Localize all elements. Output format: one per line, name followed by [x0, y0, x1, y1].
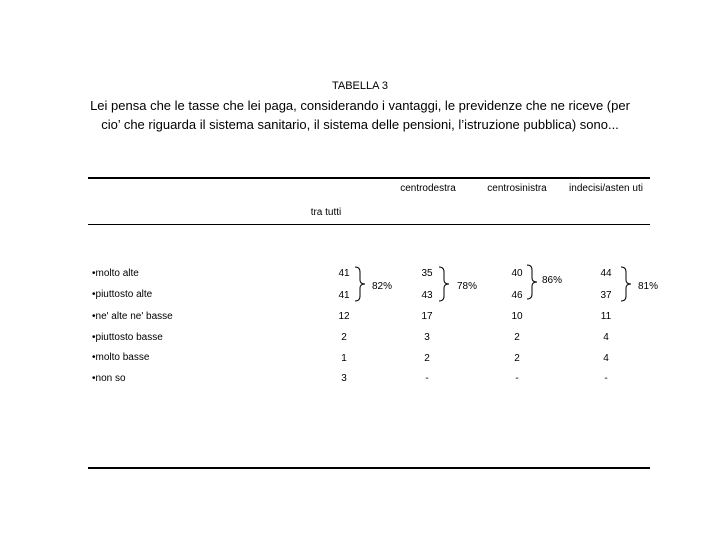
row-label-piuttosto-alte: •piuttosto alte [92, 289, 153, 300]
table-cell: 2 [341, 332, 347, 343]
table-cell: 12 [338, 311, 350, 322]
brace-icon [438, 266, 450, 302]
column-header-centrodestra: centrodestra [400, 183, 456, 194]
table-title: Lei pensa che le tasse che lei paga, considerando i vantaggi, le previdenze che ne riceve (per cio’ che riguarda il sistema sanitario, il sistema delle pensioni, l’istruzione pubblica) sono... [90, 98, 630, 132]
top-rule [88, 177, 650, 179]
brace-icon [620, 266, 632, 302]
column-header-centrosinistra: centrosinistra [487, 183, 547, 194]
table-cell: 2 [514, 353, 520, 364]
total-percentage: 81% [638, 281, 659, 292]
row-label-piuttosto-basse: •piuttosto basse [92, 332, 163, 343]
total-percentage: 86% [542, 275, 563, 286]
table-cell: 10 [511, 311, 523, 322]
table-cell: 37 [600, 290, 612, 301]
total-percentage: 78% [457, 281, 478, 292]
row-label-non-so: •non so [92, 373, 126, 384]
column-header-tra-tutti: tra tutti [310, 207, 342, 218]
table-cell: 40 [511, 268, 523, 279]
table-cell: 2 [424, 353, 430, 364]
table-cell: 43 [421, 290, 433, 301]
table-cell: 3 [424, 332, 430, 343]
table-cell: 4 [603, 332, 609, 343]
table-cell: - [604, 373, 608, 384]
table-cell: 41 [338, 268, 350, 279]
table-cell: 3 [341, 373, 347, 384]
row-label-molto-alte: •molto alte [92, 268, 139, 279]
table-cell: 41 [338, 290, 350, 301]
table-cell: 17 [421, 311, 433, 322]
table-cell: 4 [603, 353, 609, 364]
table-cell: 2 [514, 332, 520, 343]
table-cell: 1 [341, 353, 347, 364]
table-cell: 44 [600, 268, 612, 279]
row-label-ne-alte-ne-basse: •ne' alte ne' basse [92, 311, 173, 322]
table-cell: 35 [421, 268, 433, 279]
brace-icon [526, 264, 538, 300]
table-cell: 11 [600, 311, 612, 322]
table-cell: 46 [511, 290, 523, 301]
header-rule [88, 224, 650, 225]
table-cell: - [515, 373, 519, 384]
table-cell: - [425, 373, 429, 384]
table-caption: TABELLA 3 [331, 80, 389, 92]
row-label-molto-basse: •molto basse [92, 352, 150, 363]
total-percentage: 82% [372, 281, 393, 292]
bottom-rule [88, 467, 650, 469]
column-header-indecisi: indecisi/asten uti [569, 183, 643, 194]
brace-icon [354, 266, 366, 302]
